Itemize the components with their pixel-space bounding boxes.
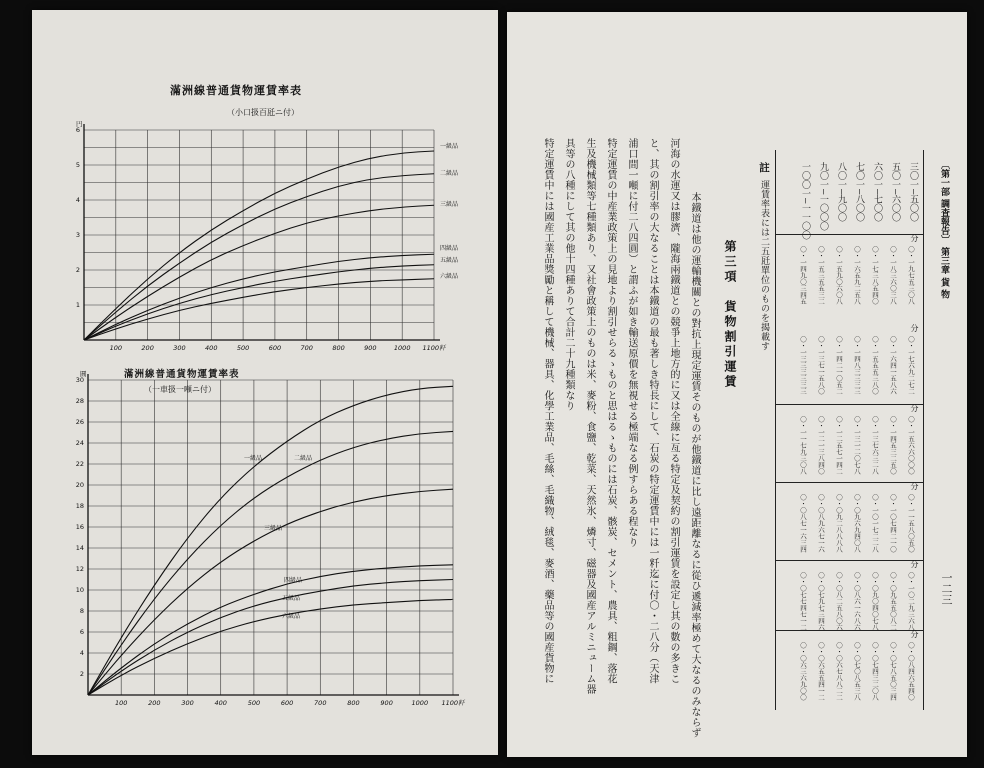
rate-cell: 〇・一〇二九三六八 xyxy=(907,572,915,631)
chart2-y-tick-label: 12 xyxy=(75,565,84,573)
chart1-x-tick-label: 1100粁 xyxy=(422,344,446,352)
chart1-y-tick-label: 5 xyxy=(75,161,80,169)
unit-label: 分 xyxy=(910,560,919,568)
chart2-y-tick-label: 26 xyxy=(75,418,84,426)
chart1-series-label-4: 四級品 xyxy=(440,245,459,252)
rate-cell: 〇・〇八六一六八六 xyxy=(853,572,861,631)
body-column: 特定運賃の中産業政策上の見地より割引せらるゝものと思はるゝものには石炭、骸炭、セメント、農具、粗鋼、落花 xyxy=(605,138,616,684)
rate-cell: 〇・一二一三八四〇 xyxy=(817,416,825,475)
rate-cell: 〇・一五三五五三二 xyxy=(817,246,825,305)
chart2-series-label-1: 一級品 xyxy=(244,455,263,462)
rate-cell: 〇・〇七七四七一二 xyxy=(799,572,807,631)
chart1-x-tick-label: 600 xyxy=(268,344,282,352)
chart1-series-line-5 xyxy=(84,265,434,340)
rate-cell: 〇・一一五八〇五〇 xyxy=(907,494,915,553)
rate-cell: 〇・〇六三六九〇〇 xyxy=(799,642,807,701)
chart1-series-line-1 xyxy=(84,151,434,340)
chart1-x-tick-label: 700 xyxy=(300,344,313,352)
body-column: 河海の水運又は膠濟、隴海兩鐵道との競爭上地方的に又は全線に亙る特定及契約の割引運賃を設定し其の數の多きこ xyxy=(668,138,679,684)
chart1-svg xyxy=(32,120,498,350)
rate-cell: 〇・一三七一五八〇 xyxy=(817,336,825,395)
chart2-y-tick-label: 2 xyxy=(79,670,84,678)
chart1-title: 滿洲線普通貨物運賃率表 xyxy=(170,84,302,97)
rate-cell: 〇・一五九〇六〇八 xyxy=(835,246,843,305)
distance-row: 五〇一—六〇〇 xyxy=(890,162,900,222)
chart2-y-tick-label: 20 xyxy=(75,481,84,489)
chart1-y-tick-label: 1 xyxy=(75,301,80,309)
chart1-y-tick-label: 4 xyxy=(75,196,80,204)
rate-cell: 〇・一四五三二五〇 xyxy=(889,416,897,475)
rate-cell: 〇・〇八七一六三四 xyxy=(799,494,807,553)
chart1-series-line-6 xyxy=(84,279,434,340)
chart2-x-tick-label: 200 xyxy=(148,699,161,707)
chart2-y-tick-label: 6 xyxy=(79,628,84,636)
chart2-y-tick-label: 24 xyxy=(75,439,84,447)
chart1-y-tick-label: 2 xyxy=(75,266,80,274)
body-column: 具等の八種にして其の他十四種ありて合計二十九種類なり xyxy=(563,138,574,411)
chart2-svg xyxy=(32,360,498,707)
chart2-x-tick-label: 700 xyxy=(314,699,327,707)
chart1-series-label-1: 一級品 xyxy=(440,143,459,150)
chart2-y-tick-label: 14 xyxy=(75,544,84,552)
chart2-x-tick-label: 800 xyxy=(347,699,360,707)
rate-cell: 〇・〇九五五〇八二 xyxy=(889,572,897,631)
chart2-y-tick-label: 16 xyxy=(75,523,84,531)
chart2-y-tick-label: 8 xyxy=(79,607,84,615)
rate-cell: 〇・一二五七一四二 xyxy=(835,416,843,475)
chart2-title: 滿洲線普通貨物運賃率表 xyxy=(124,369,240,380)
chart2-series-line-2 xyxy=(88,431,453,695)
chart2-y-tick-label: 28 xyxy=(75,397,84,405)
chart2-y-tick-label: 4 xyxy=(79,649,84,657)
rate-cell: 〇・一五六六〇〇〇 xyxy=(907,416,915,475)
chart2-x-tick-label: 900 xyxy=(380,699,393,707)
body-column: 本鐵道は他の運輸機關との對抗上現定運賃そのものが他鐵道に比し遠距離なるに從ひ遞減率極めて大なるのみならず xyxy=(689,192,700,738)
rate-cell: 〇・〇九六九四〇八 xyxy=(853,494,861,553)
running-head: 〔第一部 調査報告〕 第三章 貨 物 xyxy=(939,160,949,299)
distance-row: 八〇一—九〇〇 xyxy=(836,162,846,222)
unit-label: 分 xyxy=(910,630,919,638)
rate-cell: 〇・〇六五五四一二 xyxy=(817,642,825,701)
rate-cell: 〇・一七六九二七二 xyxy=(907,336,915,395)
rate-cell: 〇・〇七〇八五三八 xyxy=(853,642,861,701)
rate-cell: 〇・〇七四三二〇八 xyxy=(871,642,879,701)
chart2-x-tick-label: 100 xyxy=(114,699,128,707)
chart1-y-tick-label: 6 xyxy=(75,126,80,134)
chart2-subtitle: （一車扱一噸ニ付） xyxy=(144,385,216,394)
rate-cell: 〇・一四八三三三三 xyxy=(853,336,861,395)
chart2-y-axis-label: 圓 xyxy=(80,370,87,378)
rate-cell: 〇・一五五五三八〇 xyxy=(871,336,879,395)
rate-cell: 〇・〇六七八八二二 xyxy=(835,642,843,701)
chart1-x-tick-label: 500 xyxy=(236,344,250,352)
chart2-x-tick-label: 400 xyxy=(214,699,227,707)
body-column: 浦口間一噸に付二八四圓）と謂ふが如き輸送原價を無視せる極端なる例すらある程なり xyxy=(626,138,637,548)
chart2-y-tick-label: 22 xyxy=(75,460,84,468)
chart2-x-tick-label: 600 xyxy=(280,699,294,707)
chart1-y-tick-label: 3 xyxy=(75,231,80,239)
distance-row: 三〇一—五〇〇 xyxy=(908,162,918,222)
rate-cell: 〇・一九七五三〇八 xyxy=(907,246,915,305)
note-label: 註 xyxy=(758,162,770,173)
distance-row: 一〇〇一—一一〇〇 xyxy=(800,162,810,240)
chart2-x-tick-label: 1000 xyxy=(411,699,429,707)
distance-row: 七〇一—八〇〇 xyxy=(854,162,864,222)
chart1-x-tick-label: 200 xyxy=(141,344,154,352)
body-column: 特定運賃中には國産工業品獎勵と稱して機械、器具、化學工業品、毛絲、毛織物、絨毯、麥酒、藥品等の國産貨物に xyxy=(542,138,553,684)
distance-row: 九〇一—一〇〇〇 xyxy=(818,162,828,231)
chart2-y-tick-label: 30 xyxy=(75,376,84,384)
chart1-x-tick-label: 300 xyxy=(173,344,186,352)
chart1-x-tick-label: 1000 xyxy=(393,344,411,352)
rate-cell: 〇・一三七六三二八 xyxy=(871,416,879,475)
rate-cell: 〇・一六五九二五八 xyxy=(853,246,861,305)
left-page xyxy=(32,10,498,755)
chart2-series-label-2: 二級品 xyxy=(294,455,313,462)
chart2-series-line-5 xyxy=(88,580,453,696)
rate-cell: 〇・〇九二八八八八 xyxy=(835,494,843,553)
body-column: 生及機械類等七種類あり、又社會政策上のものは米、麥粉、食鹽、乾菜、天然氷、燐寸、磁器及國産アルミニューム器 xyxy=(584,138,595,695)
chart2-series-label-3: 三級品 xyxy=(264,525,283,532)
chart2-x-tick-label: 1100粁 xyxy=(441,699,465,707)
chart2-y-tick-label: 10 xyxy=(75,586,84,594)
rate-cell: 〇・〇七九七三四六 xyxy=(817,572,825,631)
rate-cell: 〇・一一七九三〇八 xyxy=(799,416,807,475)
chart2-series-label-6: 六級品 xyxy=(282,613,301,620)
chart1-y-axis-label: 円 xyxy=(76,120,83,128)
rate-cell: 〇・一三三三三三三 xyxy=(799,336,807,395)
rate-cell: 〇・一〇七四二一〇 xyxy=(889,494,897,553)
rate-cell: 〇・一六四一五八六 xyxy=(889,336,897,395)
chart1-x-tick-label: 800 xyxy=(332,344,345,352)
rate-cell: 〇・一八三六〇三八 xyxy=(889,246,897,305)
chart2-series-line-4 xyxy=(88,565,453,695)
chart1-series-label-2: 二級品 xyxy=(440,170,459,177)
chart2-series-line-1 xyxy=(88,386,453,695)
chart2-x-tick-label: 300 xyxy=(181,699,194,707)
chart1-series-label-6: 六級品 xyxy=(440,273,459,280)
chart1-x-tick-label: 100 xyxy=(109,344,123,352)
rate-cell: 〇・一四二一〇五二 xyxy=(835,336,843,395)
chart2-series-label-5: 五級品 xyxy=(282,595,301,602)
note-text: 運賃率表には二五瓩單位のものを揭載す xyxy=(759,180,769,351)
rate-cell: 〇・〇八二五八〇六 xyxy=(835,572,843,631)
rate-cell: 〇・〇八四六五四〇 xyxy=(907,642,915,701)
chart2-y-tick-label: 18 xyxy=(75,502,84,510)
rate-cell: 〇・〇九〇四〇七八 xyxy=(871,572,879,631)
rate-cell: 〇・一三一二〇七八 xyxy=(853,416,861,475)
section-title: 第三項 貨物割引運賃 xyxy=(723,240,737,390)
chart1-subtitle: （小口扱百瓩ニ付） xyxy=(227,108,299,117)
chart1-series-line-3 xyxy=(84,205,434,340)
chart1-x-tick-label: 900 xyxy=(364,344,377,352)
page-number: 一二三 xyxy=(940,572,953,605)
chart1-series-label-5: 五級品 xyxy=(440,257,459,264)
chart2-x-tick-label: 500 xyxy=(247,699,261,707)
right-page xyxy=(507,12,967,757)
unit-label: 分 xyxy=(910,324,919,332)
chart2-series-label-4: 四級品 xyxy=(284,577,303,584)
rate-cell: 〇・〇八九六七一六 xyxy=(817,494,825,553)
rate-cell: 〇・〇七八五〇三四 xyxy=(889,642,897,701)
chart1-x-tick-label: 400 xyxy=(205,344,218,352)
unit-label: 分 xyxy=(910,234,919,242)
body-column: と、其の割引率の大なることは本鐵道の最も著しき特長にして、石炭の特定運賃中には一粁迄に付〇・二八分（天津 xyxy=(647,138,658,684)
rate-cell: 〇・一七三八五四〇 xyxy=(871,246,879,305)
rate-cell: 〇・一〇一七二二八 xyxy=(871,494,879,553)
distance-row: 六〇一—七〇〇 xyxy=(872,162,882,222)
rate-cell: 〇・一四九〇三四五 xyxy=(799,246,807,305)
unit-label: 分 xyxy=(910,482,919,490)
chart1-series-label-3: 三級品 xyxy=(440,201,459,208)
unit-label: 分 xyxy=(910,404,919,412)
